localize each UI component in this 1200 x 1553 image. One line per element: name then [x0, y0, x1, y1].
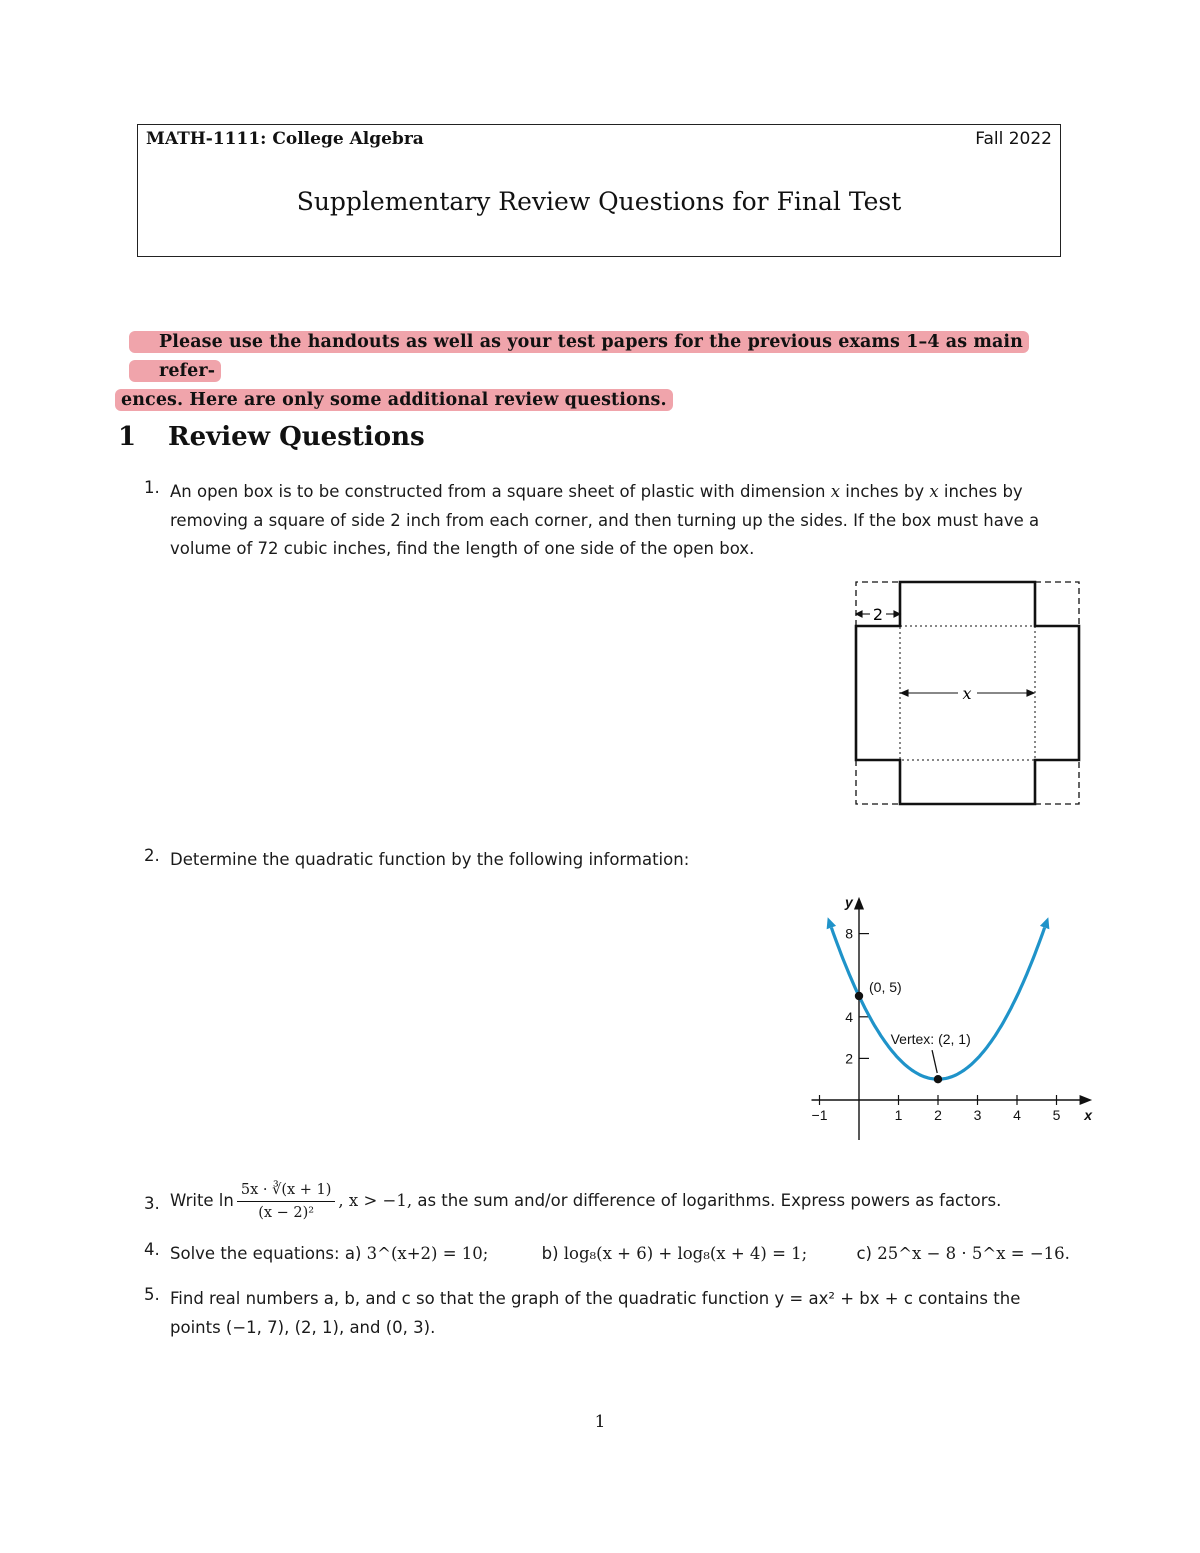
corner-top-right: [1035, 582, 1079, 626]
question-number: 2.: [144, 846, 160, 865]
question-text: Determine the quadratic function by the following information:: [170, 850, 690, 869]
notice-line-1: Please use the handouts as well as your test papers for the previous exams 1–4 as main refer-: [129, 331, 1029, 382]
x-tick-label: 2: [934, 1107, 942, 1123]
term-label: Fall 2022: [975, 129, 1052, 149]
y-tick-label: 8: [845, 925, 853, 942]
q1-var-x: x: [830, 482, 841, 501]
q4-lead: Solve the equations:: [170, 1244, 345, 1263]
vertex-pointer: [932, 1050, 937, 1073]
parabola-graph: [780, 890, 1093, 1150]
q4-a-equation: 3^(x+2) = 10;: [366, 1244, 489, 1263]
document-title: Supplementary Review Questions for Final Test: [296, 187, 902, 216]
curve-arrow-left: [827, 917, 836, 929]
x-tick-label: 5: [1052, 1107, 1061, 1123]
x-tick-label: 4: [1013, 1107, 1021, 1123]
y-axis-arrow: [855, 899, 863, 909]
curve-arrow-right: [1040, 917, 1049, 929]
question-text: [170, 1285, 1082, 1342]
section-title: Review Questions: [168, 422, 425, 452]
question-number: 5.: [144, 1285, 160, 1304]
q1-text-a: An open box is to be constructed from a square sheet of plastic with dimension: [170, 482, 831, 501]
q4-b-label: b): [541, 1244, 564, 1263]
q4-c-equation: 25^x − 8 · 5^x = −16.: [877, 1244, 1070, 1263]
y-tick-label: 2: [845, 1050, 853, 1067]
side-label: 2: [872, 605, 884, 624]
question-number: 4.: [144, 1240, 160, 1259]
q1-var-x-2: x: [929, 482, 939, 501]
course-code: MATH-1111:: [146, 129, 267, 149]
question-number: 3.: [144, 1194, 160, 1213]
q1-text-c: inches by removing a square of side 2 inch from each corner, and then turning up the sides. If the box must have a volume of 72 cubic inches, find the length of one side of the open box.: [170, 482, 1040, 558]
x-tick-label: 1: [894, 1107, 903, 1123]
q3-condition: , x > −1,: [338, 1191, 413, 1210]
y-tick-label: 4: [845, 1008, 853, 1025]
course-name: College Algebra: [272, 129, 424, 149]
box-net-diagram: [850, 578, 1085, 810]
data-point: [855, 992, 863, 1000]
corner-bottom-right: [1035, 760, 1079, 804]
y-axis-label: y: [845, 893, 853, 910]
question-text: [170, 478, 1082, 564]
parabola-curve: [831, 925, 1044, 1080]
page-number: 1: [594, 1412, 606, 1432]
q4-b-equation: log₈(x + 6) + log₈(x + 4) = 1;: [563, 1244, 808, 1263]
vertex-label: Vertex: (2, 1): [890, 1030, 971, 1047]
header-box: [137, 124, 1061, 257]
x-axis-arrow: [1080, 1096, 1090, 1104]
point-label: (0, 5): [869, 979, 902, 995]
q5-text-a: Find real numbers a, b, and c so that the graph of the quadratic function y = ax² + bx + c contains the: [170, 1289, 1021, 1308]
notice-line-2: ences. Here are only some additional review questions.: [115, 389, 673, 411]
q3-prefix: Write ln: [170, 1191, 234, 1210]
highlighted-notice: [115, 328, 1085, 415]
q4-a-label: a): [344, 1244, 367, 1263]
section-number: 1: [118, 422, 137, 452]
q3-denominator: (x − 2)²: [258, 1205, 315, 1221]
question-text: [170, 1240, 1082, 1269]
q3-fraction: [237, 1180, 336, 1223]
q3-suffix: as the sum and/or difference of logarithms. Express powers as factors.: [412, 1191, 1002, 1210]
data-point: [934, 1075, 942, 1083]
inner-label: x: [962, 684, 972, 703]
q5-text-b: points (−1, 7), (2, 1), and (0, 3).: [170, 1317, 436, 1337]
x-tick-label: −1: [811, 1107, 828, 1123]
x-tick-label: 3: [973, 1107, 982, 1123]
corner-bottom-left: [856, 760, 900, 804]
section-heading: [118, 422, 425, 452]
course-title: [146, 129, 424, 149]
q3-numerator: 5x · ∛(x + 1): [237, 1180, 336, 1202]
q1-text-b: inches by: [840, 482, 930, 501]
q4-c-label: c): [856, 1244, 878, 1263]
question-text: [170, 1180, 1082, 1223]
x-axis-label: x: [1084, 1107, 1093, 1123]
question-number: 1.: [144, 478, 160, 497]
